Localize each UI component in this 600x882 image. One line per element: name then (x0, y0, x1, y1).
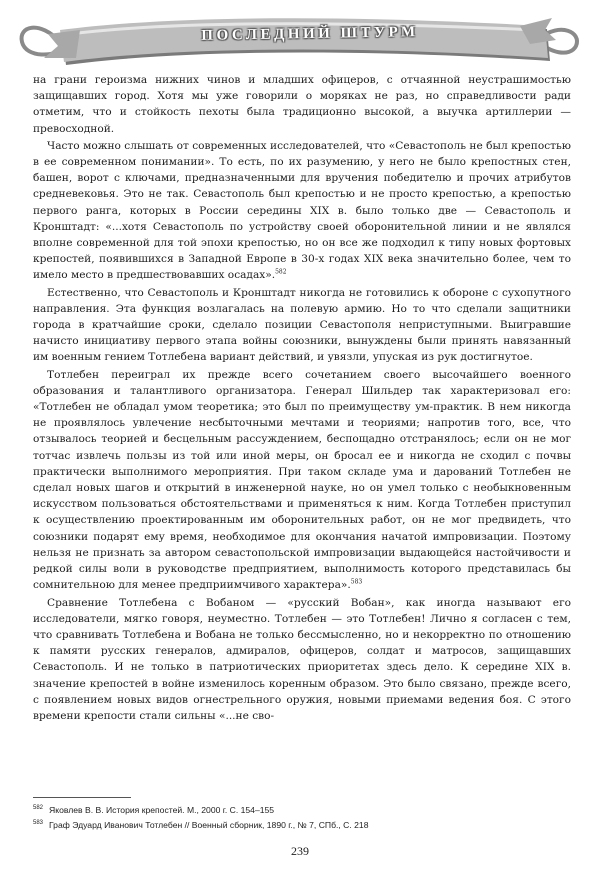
footnote-ref-583[interactable]: 583 (350, 578, 363, 586)
footnote-number: 583 (33, 819, 44, 826)
paragraph (33, 138, 571, 284)
paragraph-text: Часто можно слышать от современных исследователей, что «Севастополь не был крепостью в ее современном понимании». То есть, по их разумению, у него не было крепостных стен, башен, ворот с ключами, предназначенными для вручения победителю и прочих атрибутов средневековья. Это не так. Севастополь был крепостью и не просто крепостью, а крепостью первого ранга, которых в России середины XIX в. было только две — Севастополь и Кронштадт: «...хотя Севастополь по устройству своей оборонительной линии и не являлся вполне современной для той эпохи крепостью, но он все же подходил к типу новых фортовых крепостей, появившихся в Западной Европе в 30-х годах XIX века значительно более, чем то имело место в предшествовавших осадах». (33, 139, 571, 282)
footnote-text: Яковлев В. В. История крепостей. М., 2000 г. С. 154–155 (49, 804, 275, 815)
chapter-header-banner (0, 0, 600, 78)
chapter-title: ПОСЛЕДНИЙ ШТУРМ (201, 24, 419, 44)
body-text (33, 72, 571, 725)
footnote (33, 817, 571, 832)
footnote-ref-582[interactable]: 582 (275, 268, 287, 276)
paragraph (33, 367, 571, 594)
footnote-number: 582 (33, 805, 44, 811)
paragraph: Естественно, что Севастополь и Кронштадт никогда не готовились к обороне с сухопутного направления. Эта функция возлагалась на полевую армию. Но то что сделали защитники города в кратчайшие сроки, сделало позиции Севастополя неприступными. Выигравшие начисто инициативу первого этапа войны союзники, вынуждены были принять навязанный им военным гением Тотлебена вариант действий, и увязли, упуская из рук достигнутое. (33, 286, 571, 364)
paragraph: Сравнение Тотлебена с Вобаном — «русский Вобан», как иногда называют его исследователи, мягко говоря, неуместно. Тотлебен — это Тотлебен! Лично я согласен с тем, что сравнивать Тотлебена и Вобана не только бессмысленно, но и некорректно по отношению к памяти русских генералов, адмиралов, офицеров, солдат и матросов, защищавших Севастополь. И не только в патриотических приоритетах здесь дело. К середине XIX в. значение крепостей в войне изменилось коренным образом. Это было связано, прежде всего, с появлением новых видов огнестрельного оружия, новыми приемами ведения боя. С этого времени крепости стали сильны «...не сво- (33, 596, 571, 722)
page-number: 239 (291, 844, 309, 858)
footnote-divider (33, 797, 131, 798)
footnotes (33, 797, 571, 832)
footnote (33, 802, 571, 817)
paragraph-text: Тотлебен переиграл их прежде всего сочетанием своего высочайшего военного образования и талантливого организатора. Генерал Шильдер так характеризовал его: «Тотлебен не обладал умом теоретика; это был по преимуществу ум-практик. В нем никогда не проявлялось увлечение несбыточными мечтами и теориями; напротив того, все, что отзывалось теорией и бесцельным рассуждением, беспощадно отстранялось; если он не мог тотчас извлечь пользы из той или иной меры, он бросал ее и никогда не сходил с почвы практически выполнимого мероприятия. При таком складе ума и дарований Тотлебен не сделал новых шагов и открытий в инженерной науке, но он умел только с необыкновенным искусством пользоваться обстоятельствами и применяться к ним. Когда Тотлебен приступил к осуществлению проектированным им оборонительных работ, он не мог предвидеть, что союзники подарят ему время, необходимое для окончания начатой импровизации. Поэтому нельзя не признать за автором севастопольской импровизации выдающейся настойчивости и редкой силы воли в руководстве предприятием, выполнимость которого представилась бы сомнительною для менее предприимчивого характера». (33, 368, 571, 592)
paragraph: на грани героизма нижних чинов и младших офицеров, с отчаянной неустрашимостью защищавших город. Хотя мы уже говорили о моряках не раз, но справедливости ради отметим, что и стойкость пехоты была традиционно высокой, а выучка артиллерии — превосходной. (33, 74, 571, 135)
footnote-text: Граф Эдуард Иванович Тотлебен // Военный сборник, 1890 г., № 7, СПб., С. 218 (49, 819, 369, 830)
